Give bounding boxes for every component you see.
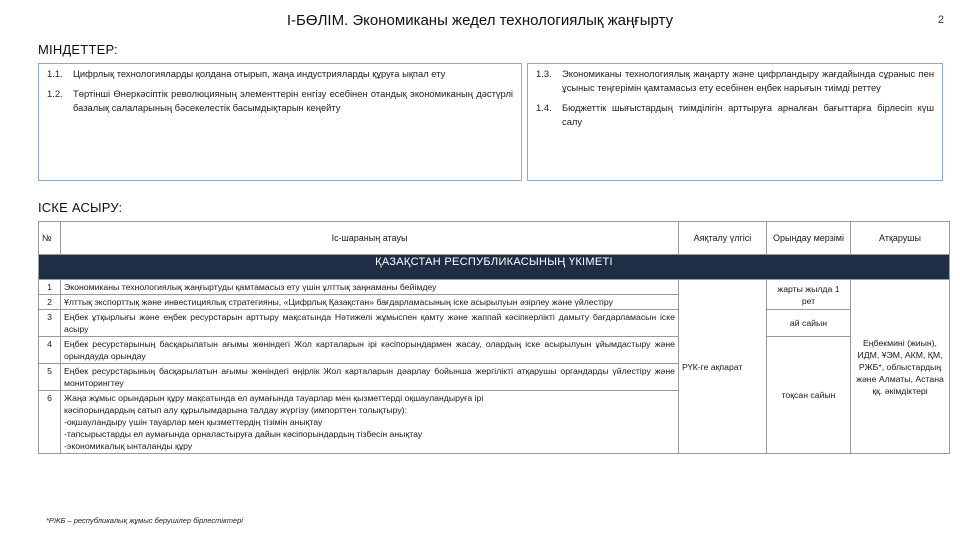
event-text: Еңбек ресурстарының басқарылатын ағымы жөніндегі Жол карталарын ірі кәсіпорындармен жасау, олардың іске асырылуын ұйымдастыру және орындауда орындау — [61, 337, 679, 364]
event-text: Ұлттық экспорттық және инвестициялық стратегияны, «Цифрлық Қазақстан» бағдарламасының іске асырылуын әзірлеу және үйлестіру — [61, 295, 679, 310]
tasks-heading: МІНДЕТТЕР: — [38, 42, 118, 57]
implementation-heading: ІСКЕ АСЫРУ: — [38, 200, 123, 215]
event-line: -тапсырыстарды ел аумағында орналастыруға дайын кәсіпорындардың тізбесін анықтау — [64, 429, 423, 439]
task-number: 1.4. — [536, 102, 552, 113]
table-row — [39, 280, 950, 295]
task-number: 1.3. — [536, 68, 552, 79]
event-text: Еңбек ресурстарының басқарылатын ағымы жөніндегі өңірлік Жол карталарын дәарлау бойынша жергілікті атқарушы органдарды үйлестіру және мониторингтеу — [61, 364, 679, 391]
column-header-deadline: Орындау мерзімі — [767, 222, 851, 255]
page-title: І-БӨЛІМ. Экономиканы жедел технологиялық жаңғырту — [286, 12, 674, 29]
column-header-completion: Аяқталу үлгісі — [679, 222, 767, 255]
deadline-cell: ай сайын — [767, 310, 851, 337]
row-number: 3 — [39, 310, 61, 337]
column-header-executor: Атқарушы — [851, 222, 950, 255]
event-line: -экономикалық ынталанды құру — [64, 441, 193, 451]
row-number: 2 — [39, 295, 61, 310]
event-text: Экономиканы технологиялық жаңғыртуды қамтамасыз ету үшін ұлттық заңнаманы бейімдеу — [61, 280, 679, 295]
task-item — [47, 67, 513, 81]
deadline-cell: жарты жылда 1 рет — [767, 280, 851, 310]
task-text: Цифрлық технологияларды қолдана отырып, жаңа индустрияларды құруға ықпал ету — [73, 68, 446, 79]
deadline-cell: тоқсан сайын — [767, 337, 851, 454]
column-header-number: № — [39, 222, 61, 255]
row-number: 6 — [39, 391, 61, 454]
event-text: Еңбек ұтқырлығы және еңбек ресурстарын арттыру мақсатында Нәтижелі жұмыспен қамту және жаппай кәсіпкерлікті дамыту бағдарламасын іске асыру — [61, 310, 679, 337]
table-header-row — [39, 222, 950, 255]
group-row — [39, 255, 950, 280]
task-number: 1.1. — [47, 68, 63, 79]
event-line: -оқшауландыру үшін тауарлар мен қызметтердің тізімін анықтау — [64, 417, 323, 427]
task-text: Төртінші Өнеркәсіптік революцияның элементтерін енгізу есебінен отандық экономиканың дәстүрлі базалық салаларының бәсекелестік басымдықтарын кеңейту — [73, 88, 513, 113]
task-number: 1.2. — [47, 88, 63, 99]
table-row — [39, 310, 950, 337]
completion-form: РҮК-ге ақпарат — [679, 280, 767, 454]
event-line: Жаңа жұмыс орындарын құру мақсатында ел аумағында тауарлар мен қызметтерді оқшауландыруға ірі — [64, 393, 484, 403]
task-item — [47, 87, 513, 115]
task-item — [536, 101, 934, 129]
event-text — [61, 391, 679, 454]
row-number: 5 — [39, 364, 61, 391]
tasks-left-box — [38, 63, 522, 181]
event-line: кәсіпорындардың сатып алу құрылымдарына талдау жүргізу (импорттен толықтыру): — [64, 405, 407, 415]
implementation-table — [38, 221, 950, 454]
column-header-event: Іс-шараның атауы — [61, 222, 679, 255]
table-row — [39, 337, 950, 364]
task-text: Бюджеттік шығыстардың тиімділігін арттыруға арналған бағыттарға бірлесіп күш салу — [562, 102, 934, 127]
page-number: 2 — [937, 14, 944, 26]
tasks-right-box — [527, 63, 943, 181]
group-title: ҚАЗАҚСТАН РЕСПУБЛИКАСЫНЫҢ ҮКІМЕТІ — [39, 255, 950, 280]
row-number: 4 — [39, 337, 61, 364]
executor-cell: Еңбекмині (жиын), ИДМ, ҰЭМ, АКМ, ҚМ, РЖБ*, облыстардың және Алматы, Астана ққ. әкімдіктері — [851, 280, 950, 454]
task-text: Экономиканы технологиялық жаңарту және цифрландыру жағдайында сұраныс пен ұсыныс теңгерімін қамтамасыз ету есебінен еңбек нарығын тиімді реттеу — [562, 68, 934, 93]
footnote: *РЖБ – республикалық жұмыс берушілер бірлестіктері — [46, 516, 243, 525]
row-number: 1 — [39, 280, 61, 295]
task-item — [536, 67, 934, 95]
